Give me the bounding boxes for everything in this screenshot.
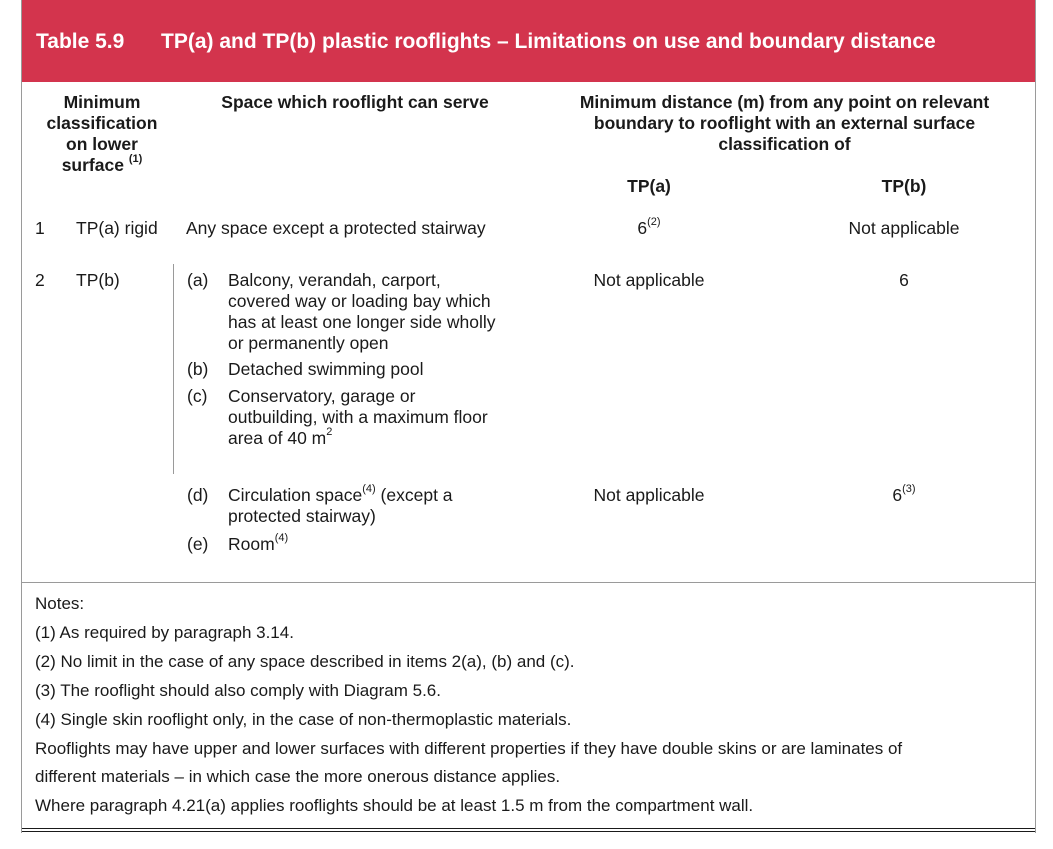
note-3: (3) The rooflight should also comply with Diagram 5.6. <box>35 681 441 700</box>
row1-number: 1 <box>35 218 45 238</box>
row2de-tpa: Not applicable <box>593 485 705 505</box>
text-line: has at least one longer side wholly <box>228 312 496 332</box>
row1-classification: TP(a) rigid <box>76 218 158 238</box>
notes-heading: Notes: <box>35 594 85 613</box>
text-span: area of 40 m <box>228 428 327 448</box>
notes-divider <box>22 582 1035 583</box>
row2d-letter: (d) <box>187 485 209 505</box>
table-page <box>21 0 1036 833</box>
row2abc-tpa: Not applicable <box>593 270 705 290</box>
footnote-ref: (1) <box>128 153 143 166</box>
header-line: Minimum distance (m) from any point on relevant <box>579 92 990 112</box>
row2e-letter: (e) <box>187 534 209 554</box>
header-line: boundary to rooflight with an external surface <box>593 113 976 133</box>
header-min-classification <box>30 92 174 176</box>
footnote-ref: (3) <box>902 483 916 496</box>
text-line: covered way or loading bay which <box>228 291 491 311</box>
note-paragraph-2: Where paragraph 4.21(a) applies rooflights should be at least 1.5 m from the compartment wall. <box>35 796 754 815</box>
header-line: classification of <box>718 134 851 154</box>
note-4: (4) Single skin rooflight only, in the case of non-thermoplastic materials. <box>35 710 572 729</box>
text-line <box>228 428 488 449</box>
table-bottom-rule <box>22 828 1035 832</box>
header-line <box>30 155 174 176</box>
header-min-distance <box>542 92 1027 155</box>
row2a-letter: (a) <box>187 270 209 290</box>
header-tpb: TP(b) <box>881 176 927 196</box>
superscript: 2 <box>326 426 333 439</box>
header-line: on lower <box>66 134 138 154</box>
row1-tpa-value: 6 <box>637 218 648 238</box>
header-tpa: TP(a) <box>627 176 671 196</box>
value: 6 <box>892 485 903 505</box>
row2e-text <box>228 534 288 555</box>
table-title-band <box>22 0 1035 82</box>
note-paragraph-1a: Rooflights may have upper and lower surfaces with different properties if they have double skins or are laminates of <box>35 739 903 758</box>
row2c-letter: (c) <box>187 386 208 406</box>
row2de-tpb <box>854 485 954 506</box>
header-line: Minimum <box>63 92 141 112</box>
text-span: (except a <box>375 485 453 505</box>
header-space: Space which rooflight can serve <box>221 92 489 112</box>
table-number: Table 5.9 <box>36 30 125 53</box>
text-span: Circulation space <box>228 485 363 505</box>
text-line <box>228 485 453 506</box>
header-line: classification <box>46 113 158 133</box>
row2b-text: Detached swimming pool <box>228 359 424 379</box>
row2-classification: TP(b) <box>76 270 120 290</box>
table-title: TP(a) and TP(b) plastic rooflights – Limitations on use and boundary distance <box>161 30 936 53</box>
row1-tpb: Not applicable <box>848 218 960 238</box>
note-paragraph-1b: different materials – in which case the more onerous distance applies. <box>35 767 561 786</box>
text-line: outbuilding, with a maximum floor <box>228 407 488 427</box>
note-1: (1) As required by paragraph 3.14. <box>35 623 294 642</box>
footnote-ref: (2) <box>647 216 661 229</box>
text-line: or permanently open <box>228 333 389 353</box>
row1-space: Any space except a protected stairway <box>186 218 486 238</box>
row2a-text <box>228 270 496 354</box>
footnote-ref: (4) <box>362 483 376 496</box>
note-2: (2) No limit in the case of any space described in items 2(a), (b) and (c). <box>35 652 575 671</box>
row2b-letter: (b) <box>187 359 209 379</box>
row2-divider <box>173 264 174 474</box>
text-line: Balcony, verandah, carport, <box>228 270 441 290</box>
text-line: Conservatory, garage or <box>228 386 416 406</box>
row2abc-tpb: 6 <box>899 270 909 290</box>
row2c-text <box>228 386 488 449</box>
text-span: Room <box>228 534 275 554</box>
row1-tpa <box>599 218 699 239</box>
header-text: surface <box>61 155 124 175</box>
row2d-text <box>228 485 453 527</box>
row2-number: 2 <box>35 270 45 290</box>
text-line: protected stairway) <box>228 506 376 526</box>
footnote-ref: (4) <box>274 532 289 545</box>
